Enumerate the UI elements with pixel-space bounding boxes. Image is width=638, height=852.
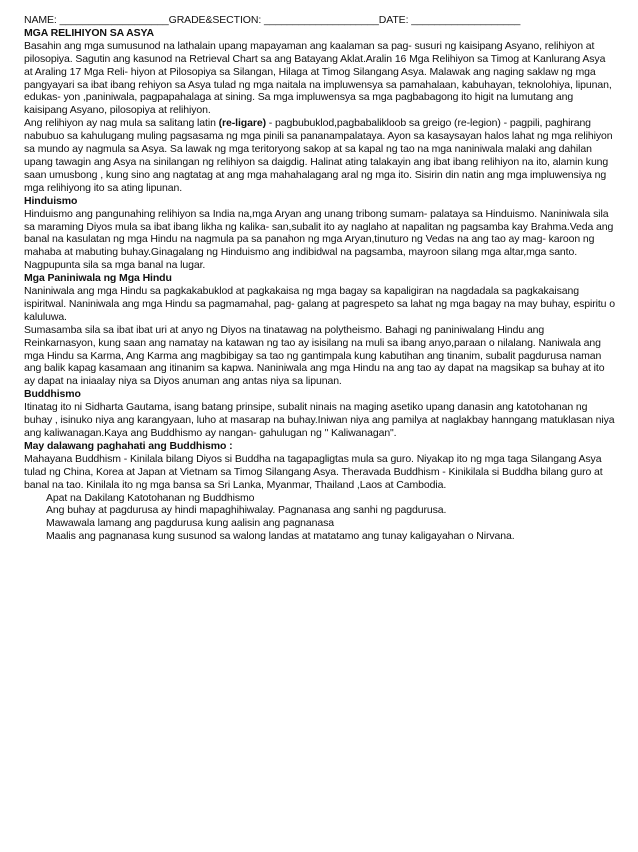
header-line: NAME: ___________________GRADE&SECTION: ____________________DATE: ___________________ [24, 14, 521, 26]
truth-item: Ang buhay at pagdurusa ay hindi mapaghihiwalay. Pagnanasa ang sanhi ng pagdurusa. [46, 504, 447, 517]
truth-item: Mawawala lamang ang pagdurusa kung aalisin ang pagnanasa [46, 517, 335, 530]
hinduismo-paragraph: Hinduismo ang pangunahing relihiyon sa India na,mga Aryan ang unang tribong sumam- palataya sa Hinduismo. Naniniwala sila sa maraming Diyos mula sa ibat ibang likha ng kalika- san,subalit ito ay naglaho at napalitan ng pagsamba kay Brahma.Veda ang banal na kasulatan ng mga Hindu na nagmula pa sa panahon ng mga Aryan,tinuturo ng Vedas na ang tao ay mag- karoon ng mahaba at mabuting buhay.Ginagalang ng Hinduismo ang indibidwal na pagsamba, mayroon silang mga altar,mga santo. Nagpupunta sila sa mga banal na lugar. [24, 207, 614, 272]
buddhismo-heading: Buddhismo [24, 388, 81, 401]
truth-item: Maalis ang pagnanasa kung susunod sa walong landas at matatamo ang tunay kaligayahan o Nirvana. [46, 530, 515, 543]
document-title: MGA RELIHIYON SA ASYA [24, 26, 154, 39]
religion-paragraph [24, 117, 616, 194]
document-page [24, 14, 616, 543]
religion-text-after: - pagbubuklod,pagbabalikloob sa greigo (re-legion) - pagpili, paghirang nabubuo sa kahulugang muling pagsasama ng mga pinili sa pananampalataya. Ayon sa kasaysayan halos lahat ng mga relihiyon sa mundo ay nagmula sa Asya. Sa lawak ng mga teritoryong sakop at sa kapal ng tao na mga naniniwala malaki ang dahilan upang tawagin ang Asya na sinilangan ng relihiyon sa daigdig. Halinat ating talakayin ang ibat ibang relihiyon na ito, alamin kung saan umusbong , kung sino ang nagtatag at ang mga mahahalagang aral ng mga ito. Sisirin din natin ang mga impluwensiya ng mga relihiyong ito sa ating lipunan. [24, 117, 613, 194]
buddhismo-paragraph: Itinatag ito ni Sidharta Gautama, isang batang prinsipe, subalit ninais na maging asetiko upang danasin ang katotohanan ng buhay , isinuko niya ang karangyaan, luho at masarap na buhay.Iniwan niya ang pamilya at naglakbay hanngang matuklasan niya ang kaliwanagan.Kaya ang Buddhismo ay nangan- gahulugan ng " Kaliwanagan". [24, 401, 615, 439]
paniniwala-paragraph-2: Sumasamba sila sa ibat ibat uri at anyo ng Diyos na tinatawag na polytheismo. Bahagi ng paniniwalang Hindu ang Reinkarnasyon, kung saan ang namatay na katawan ng tao ay isisilang na muli sa ibang anyo,paraan o nilalang. Naniwala ang mga Hindu sa Karma, Ang Karma ang magbibigay sa tao ng gantimpala kung kabutihan ang tinanim, subalit pagdurusa naman ang balik kapag kasamaan ang itinanim sa kapwa. Naniniwala ang mga Hindu na ang tao ay dapat na magsikap sa buhay at ito ay dapat na iniaalay niya sa Diyos anuman ang antas niya sa lipunan. [24, 323, 605, 388]
religion-latin-term: (re-ligare) [218, 117, 266, 130]
truths-list [46, 492, 616, 544]
religion-text-before: Ang relihiyon ay nag mula sa salitang latin [24, 117, 219, 130]
paniniwala-paragraph-1: Naniniwala ang mga Hindu sa pagkakabuklod at pagkakaisa ng mga bagay sa kapaligiran na nagdadala sa pagkakaisang ispiritwal. Naniniwala ang mga Hindu sa pagmamahal, pag- galang at pagrespeto sa lahat ng mga bagay na may buhay, espiritu o kaluluwa. [24, 285, 615, 323]
truths-heading: Apat na Dakilang Katotohanan ng Buddhismo [46, 491, 255, 504]
intro-paragraph: Basahin ang mga sumusunod na lathalain upang mapayaman ang kaalaman sa pag- susuri ng kaisipang Asyano, relihiyon at pilosopiya. Sagutin ang kasunod na Retrieval Chart sa ang Batayang Aklat.Aralin 16 Mga Relihiyon sa Timog at Kanlurang Asya at Araling 17 Mga Reli- hiyon at Pilosopiya sa Silangan, Hilaga at Timog Silangang Asya. Malawak ang naging saklaw ng mga pangyayari sa ibat ibang rehiyon sa Asya tulad ng mga naitala na impluwensya sa pamahalaan, kabuhayan, teknolohiya, lipunan, edukas- yon ,paniniwala, pagpapahalaga at sining. Sa mga impluwensya sa mga pagbabagong ito higit na lumutang ang kaisipang Asyano, pilosopiya at relihiyon. [24, 39, 612, 117]
hinduismo-heading: Hinduismo [24, 194, 78, 207]
paghahati-paragraph: Mahayana Buddhism - Kinilala bilang Diyos si Buddha na tagapagligtas mula sa guro. Niyakap ito ng mga taga Silangang Asya tulad ng China, Korea at Japan at Vietnam sa Timog Silangang Asya. Theravada Buddhism - Kinikilala si Buddha bilang guro at banal na tao. Kinilala ito ng mga bansa sa Sri Lanka, Myanmar, Thailand ,Laos at Cambodia. [24, 452, 603, 491]
paniniwala-heading: Mga Paniniwala ng Mga Hindu [24, 272, 172, 285]
paghahati-heading: May dalawang paghahati ang Buddhismo : [24, 439, 233, 452]
